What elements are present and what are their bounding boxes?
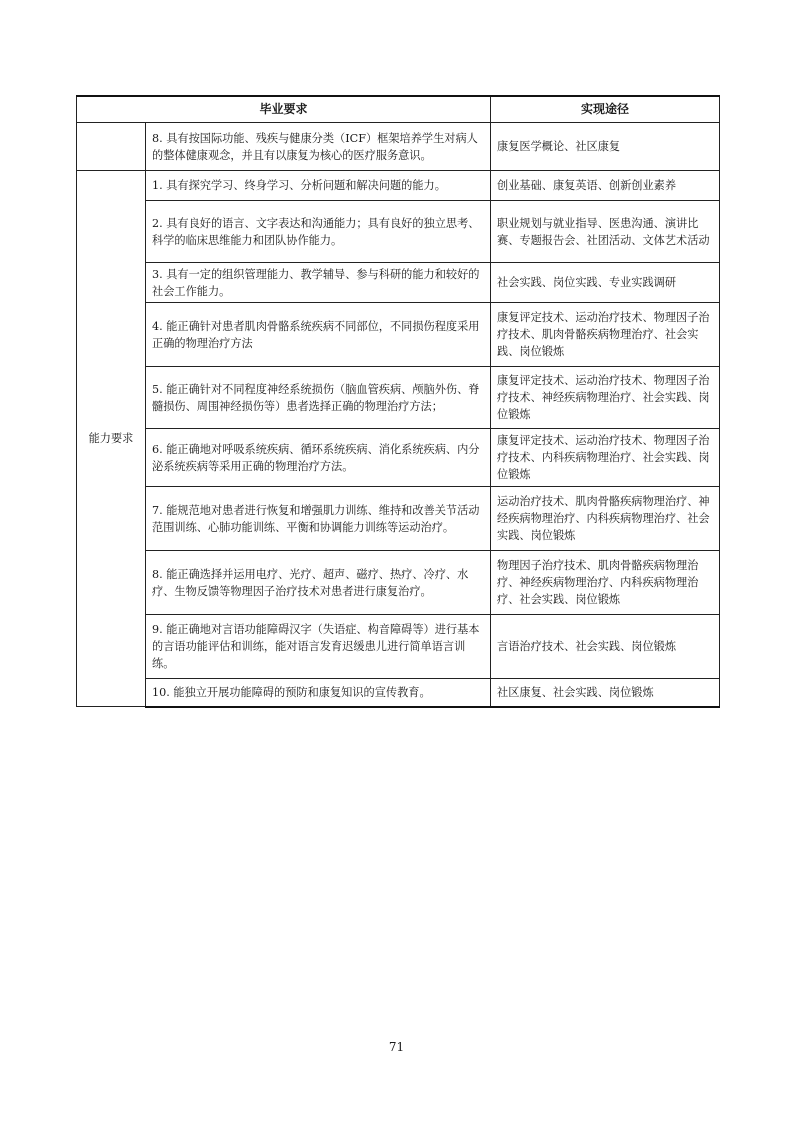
requirement-cell: 2. 具有良好的语言、文字表达和沟通能力；具有良好的独立思考、科学的临床思维能力和团队协作能力。 <box>146 201 491 263</box>
requirement-cell: 1. 具有探究学习、终身学习、分析问题和解决问题的能力。 <box>146 171 491 201</box>
path-cell: 社会实践、岗位实践、专业实践调研 <box>491 263 720 303</box>
path-cell: 康复医学概论、社区康复 <box>491 123 720 171</box>
requirement-cell: 3. 具有一定的组织管理能力、教学辅导、参与科研的能力和较好的社会工作能力。 <box>146 263 491 303</box>
graduation-requirements-table <box>76 95 720 708</box>
table-row <box>77 551 720 615</box>
requirement-cell: 4. 能正确针对患者肌肉骨骼系统疾病不同部位，不同损伤程度采用正确的物理治疗方法 <box>146 303 491 367</box>
path-cell: 物理因子治疗技术、肌肉骨骼疾病物理治疗、神经疾病物理治疗、内科疾病物理治疗、社会实践、岗位锻炼 <box>491 551 720 615</box>
category-cell-empty <box>77 123 146 171</box>
table-header-row <box>77 96 720 123</box>
header-path: 实现途径 <box>491 96 720 123</box>
requirement-cell: 10. 能独立开展功能障碍的预防和康复知识的宣传教育。 <box>146 679 491 707</box>
requirement-cell: 8. 具有按国际功能、残疾与健康分类（ICF）框架培养学生对病人的整体健康观念，并且有以康复为核心的医疗服务意识。 <box>146 123 491 171</box>
path-cell: 康复评定技术、运动治疗技术、物理因子治疗技术、肌肉骨骼疾病物理治疗、社会实践、岗位锻炼 <box>491 303 720 367</box>
table-row <box>77 123 720 171</box>
header-requirement: 毕业要求 <box>77 96 491 123</box>
table-row <box>77 263 720 303</box>
page-number: 71 <box>388 1040 405 1054</box>
table-row <box>77 429 720 487</box>
table-row <box>77 615 720 679</box>
requirement-cell: 7. 能规范地对患者进行恢复和增强肌力训练、维持和改善关节活动范围训练、心肺功能训练、平衡和协调能力训练等运动治疗。 <box>146 487 491 551</box>
table-row <box>77 171 720 201</box>
path-cell: 运动治疗技术、肌肉骨骼疾病物理治疗、神经疾病物理治疗、内科疾病物理治疗、社会实践、岗位锻炼 <box>491 487 720 551</box>
table-row <box>77 487 720 551</box>
requirement-cell: 8. 能正确选择并运用电疗、光疗、超声、磁疗、热疗、冷疗、水疗、生物反馈等物理因子治疗技术对患者进行康复治疗。 <box>146 551 491 615</box>
table-row <box>77 367 720 429</box>
requirement-cell: 6. 能正确地对呼吸系统疾病、循环系统疾病、消化系统疾病、内分泌系统疾病等采用正确的物理治疗方法。 <box>146 429 491 487</box>
path-cell: 社区康复、社会实践、岗位锻炼 <box>491 679 720 707</box>
path-cell: 康复评定技术、运动治疗技术、物理因子治疗技术、内科疾病物理治疗、社会实践、岗位锻炼 <box>491 429 720 487</box>
table-row <box>77 679 720 707</box>
path-cell: 职业规划与就业指导、医患沟通、演讲比赛、专题报告会、社团活动、文体艺术活动 <box>491 201 720 263</box>
path-cell: 创业基础、康复英语、创新创业素养 <box>491 171 720 201</box>
requirement-cell: 9. 能正确地对言语功能障碍汉字（失语症、构音障碍等）进行基本的言语功能评估和训练，能对语言发育迟缓患儿进行简单语言训练。 <box>146 615 491 679</box>
path-cell: 康复评定技术、运动治疗技术、物理因子治疗技术、神经疾病物理治疗、社会实践、岗位锻炼 <box>491 367 720 429</box>
requirement-cell: 5. 能正确针对不同程度神经系统损伤（脑血管疾病、颅脑外伤、脊髓损伤、周围神经损伤等）患者选择正确的物理治疗方法； <box>146 367 491 429</box>
table-row <box>77 303 720 367</box>
table-row <box>77 201 720 263</box>
category-cell-ability: 能力要求 <box>77 171 146 707</box>
path-cell: 言语治疗技术、社会实践、岗位锻炼 <box>491 615 720 679</box>
